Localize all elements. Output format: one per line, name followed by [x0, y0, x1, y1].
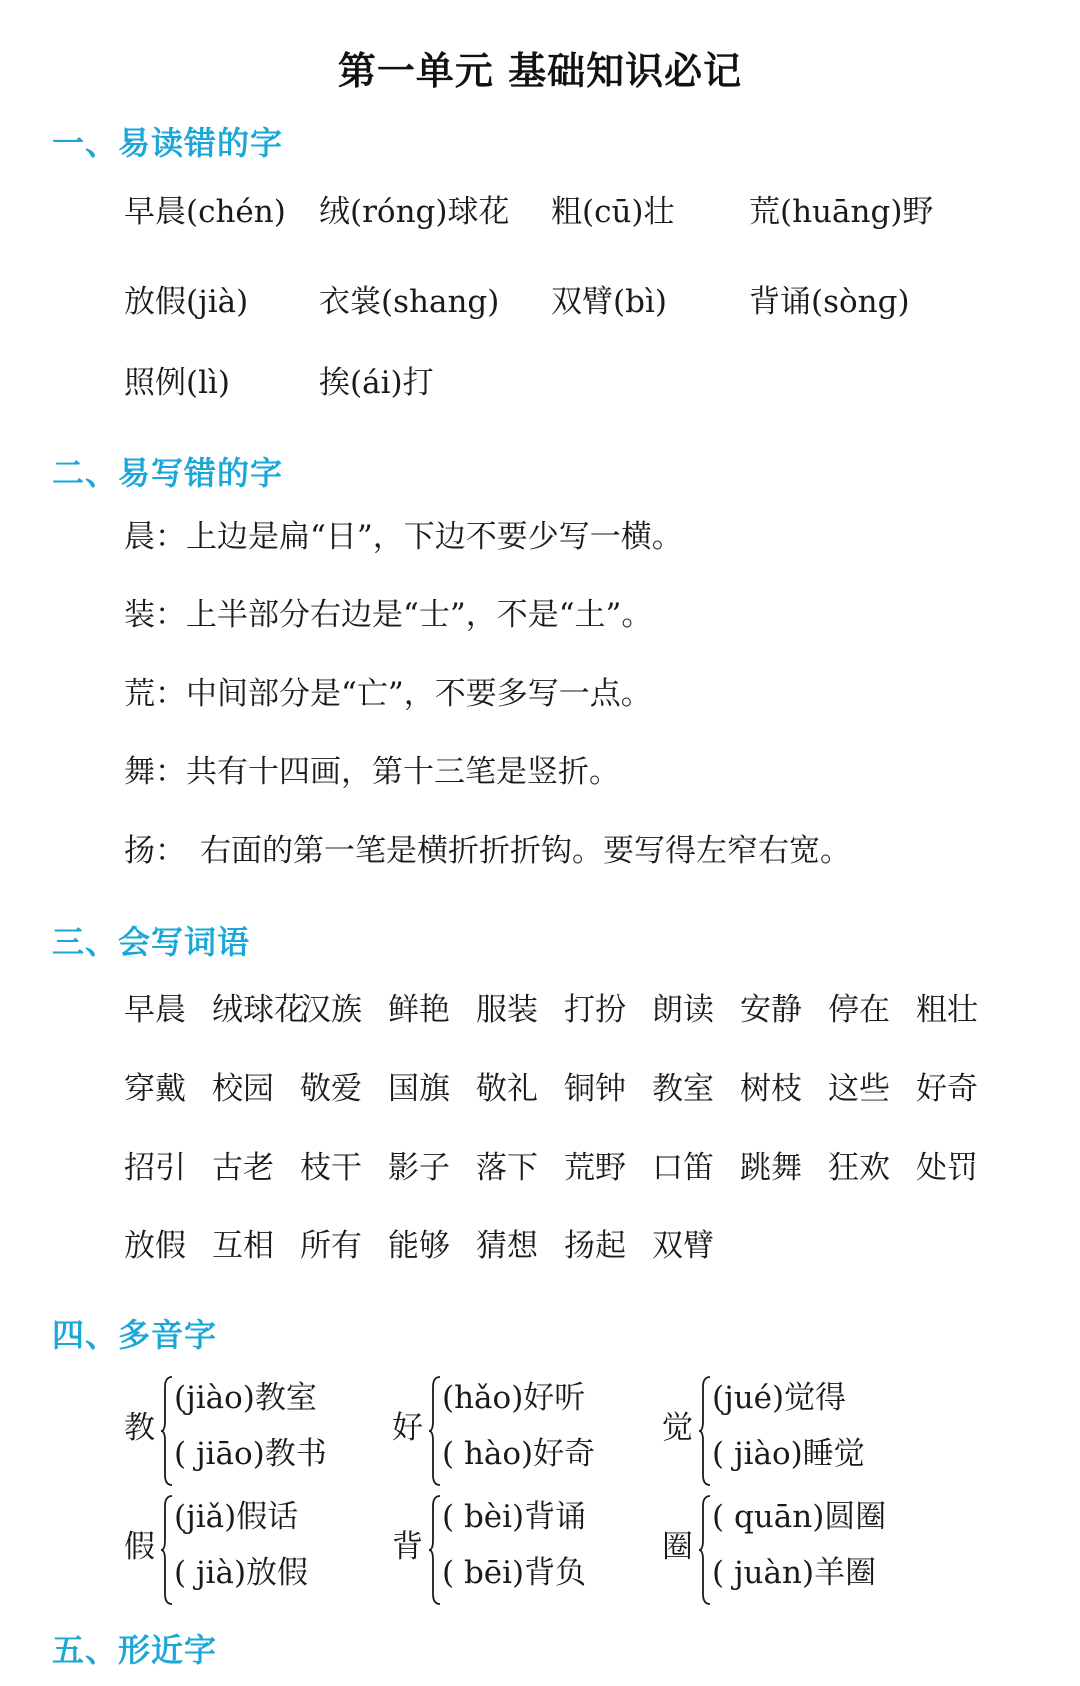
polyphone-group [662, 1494, 922, 1606]
tip-text: 上半部分右边是“士”，不是“土”。 [186, 597, 653, 633]
word: 落下 [476, 1150, 538, 1186]
reading-item: 背诵(sònɡ) [749, 284, 910, 320]
word: 安静 [740, 992, 802, 1028]
reading-item: 照例(lì) [124, 365, 231, 401]
brace-icon [698, 1375, 712, 1487]
word-row-3 [124, 1150, 1004, 1186]
word: 好奇 [916, 1071, 978, 1107]
word: 放假 [124, 1228, 186, 1264]
word: 穿戴 [124, 1071, 186, 1107]
word: 国旗 [388, 1071, 450, 1107]
polyphone-reading: ( jià)放假 [174, 1555, 309, 1591]
polyphone-reading: ( bēi)背负 [442, 1555, 587, 1591]
polyphone-group [392, 1375, 652, 1487]
reading-item: 双臂(bì) [551, 284, 667, 320]
brace-icon [698, 1494, 712, 1606]
tip-text: 中间部分是“亡”，不要多写一点。 [186, 676, 652, 712]
tip-char: 荒： [124, 676, 186, 712]
word: 互相 [212, 1228, 274, 1264]
word: 处罚 [916, 1150, 978, 1186]
tip-char: 装： [124, 597, 186, 633]
polyphone-char: 圈 [662, 1529, 693, 1565]
word: 枝干 [300, 1150, 362, 1186]
reading-item: 挨(ái)打 [319, 365, 434, 401]
word: 招引 [124, 1150, 186, 1186]
reading-item: 荒(huāng)野 [749, 194, 934, 230]
writing-tip [124, 754, 620, 790]
word: 敬爱 [300, 1071, 362, 1107]
reading-item: 衣裳(shang) [319, 284, 500, 320]
brace-icon [160, 1375, 174, 1487]
word: 朗读 [652, 992, 714, 1028]
reading-item: 早晨(chén) [124, 194, 286, 230]
polyphone-group [392, 1494, 652, 1606]
polyphone-reading: ( jiāo)教书 [174, 1436, 327, 1472]
word: 口笛 [652, 1150, 714, 1186]
polyphone-reading: ( bèi)背诵 [442, 1499, 587, 1535]
word: 树枝 [740, 1071, 802, 1107]
section-heading-3: 三、会写词语 [52, 923, 251, 961]
reading-item: 绒(róng)球花 [319, 194, 510, 230]
polyphone-group [662, 1375, 922, 1487]
word: 汉族 [300, 992, 362, 1028]
section-heading-5: 五、形近字 [52, 1631, 218, 1669]
section-heading-4: 四、多音字 [52, 1316, 218, 1354]
brace-icon [428, 1375, 442, 1487]
word: 服装 [476, 992, 538, 1028]
word: 影子 [388, 1150, 450, 1186]
brace-icon [160, 1494, 174, 1606]
writing-tip [124, 676, 652, 712]
word: 所有 [300, 1228, 362, 1264]
section-heading-1: 一、易读错的字 [52, 124, 284, 162]
polyphone-reading: ( hào)好奇 [442, 1436, 596, 1472]
word: 跳舞 [740, 1150, 802, 1186]
polyphone-reading: ( jiào)睡觉 [712, 1436, 865, 1472]
tip-char: 舞： [124, 754, 186, 790]
polyphone-group [124, 1494, 384, 1606]
writing-tip [124, 597, 653, 633]
polyphone-char: 教 [124, 1410, 155, 1446]
tip-char: 晨： [124, 519, 186, 555]
tip-char: 扬： [124, 833, 186, 869]
word: 校园 [212, 1071, 274, 1107]
word: 扬起 [564, 1228, 626, 1264]
tip-text: 共有十四画，第十三笔是竖折。 [186, 754, 620, 790]
writing-tip [124, 833, 851, 869]
polyphone-group [124, 1375, 384, 1487]
word: 铜钟 [564, 1071, 626, 1107]
polyphone-char: 好 [392, 1410, 423, 1446]
word-row-4 [124, 1228, 740, 1264]
word: 打扮 [564, 992, 626, 1028]
word: 鲜艳 [388, 992, 450, 1028]
word-row-1 [124, 992, 1004, 1028]
brace-icon [428, 1494, 442, 1606]
tip-text: 上边是扁“日”，下边不要少写一横。 [186, 519, 683, 555]
word: 荒野 [564, 1150, 626, 1186]
word: 猜想 [476, 1228, 538, 1264]
word: 古老 [212, 1150, 274, 1186]
polyphone-reading: (jiào)教室 [174, 1380, 317, 1416]
polyphone-reading: (hǎo)好听 [442, 1380, 586, 1416]
word: 敬礼 [476, 1071, 538, 1107]
word: 早晨 [124, 992, 186, 1028]
word: 狂欢 [828, 1150, 890, 1186]
word: 教室 [652, 1071, 714, 1107]
word: 这些 [828, 1071, 890, 1107]
word: 绒球花 [212, 992, 305, 1028]
reading-item: 粗(cū)壮 [551, 194, 675, 230]
reading-item: 放假(jià) [124, 284, 249, 320]
tip-text: 右面的第一笔是横折折折钩。要写得左窄右宽。 [200, 833, 851, 869]
word: 双臂 [652, 1228, 714, 1264]
section-heading-2: 二、易写错的字 [52, 454, 284, 492]
polyphone-char: 背 [392, 1529, 423, 1565]
polyphone-reading: ( juàn)羊圈 [712, 1555, 877, 1591]
page-title: 第一单元 基础知识必记 [337, 49, 743, 93]
polyphone-reading: (jiǎ)假话 [174, 1499, 299, 1535]
word-row-2 [124, 1071, 1004, 1107]
word: 能够 [388, 1228, 450, 1264]
word: 停在 [828, 992, 890, 1028]
polyphone-char: 假 [124, 1529, 155, 1565]
writing-tip [124, 519, 683, 555]
polyphone-reading: ( quān)圆圈 [712, 1499, 887, 1535]
polyphone-char: 觉 [662, 1410, 693, 1446]
polyphone-reading: (jué)觉得 [712, 1380, 847, 1416]
word: 粗壮 [916, 992, 978, 1028]
